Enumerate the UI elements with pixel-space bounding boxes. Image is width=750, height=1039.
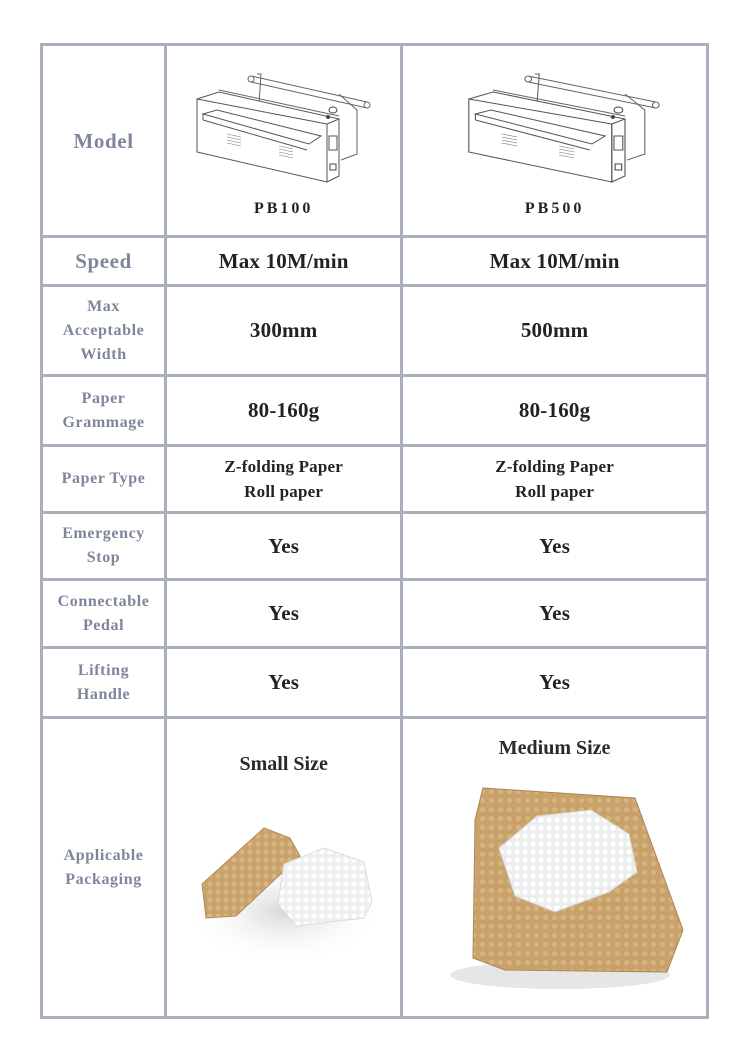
label-packaging-line1: Applicable bbox=[63, 846, 144, 864]
row-pedal bbox=[42, 580, 708, 648]
value-handle-b: Yes bbox=[539, 670, 571, 694]
value-emergency-a: Yes bbox=[268, 533, 300, 558]
row-label bbox=[42, 45, 166, 237]
value-speed-a: Max 10M/min bbox=[218, 248, 349, 273]
packaging-cell-a bbox=[166, 718, 402, 1018]
packaging-title-b: Medium Size bbox=[498, 737, 611, 759]
machine-drawing-icon bbox=[189, 64, 379, 194]
model-cell-a bbox=[166, 45, 402, 237]
value-paper-type-b-line2: Roll paper bbox=[515, 482, 595, 501]
label-emergency-line2: Stop bbox=[86, 549, 121, 566]
model-name-a: PB100 bbox=[253, 199, 314, 217]
model-name-b: PB500 bbox=[524, 199, 585, 217]
label-model: Model bbox=[73, 128, 134, 153]
packaging-cell-b bbox=[402, 718, 708, 1018]
label-width-line1: Max bbox=[87, 297, 120, 315]
label-width-line3: Width bbox=[80, 345, 127, 363]
value-grammage-b: 80-160g bbox=[518, 398, 591, 422]
label-packaging-line2: Packaging bbox=[65, 870, 142, 888]
medium-packaging-image-icon bbox=[425, 760, 685, 1000]
row-emergency-stop bbox=[42, 513, 708, 580]
label-grammage-line2: Grammage bbox=[62, 413, 145, 431]
value-emergency-b: Yes bbox=[539, 533, 571, 558]
row-width bbox=[42, 286, 708, 376]
machine-drawing-icon bbox=[440, 64, 670, 194]
row-speed bbox=[42, 237, 708, 286]
value-width-a: 300mm bbox=[249, 318, 318, 342]
row-handle bbox=[42, 648, 708, 718]
row-model bbox=[42, 45, 708, 237]
label-emergency-line1: Emergency bbox=[62, 525, 145, 542]
row-grammage bbox=[42, 376, 708, 446]
value-handle-a: Yes bbox=[268, 670, 300, 694]
label-pedal-line2: Pedal bbox=[82, 616, 125, 634]
small-packaging-image-icon bbox=[174, 776, 394, 976]
row-paper-type bbox=[42, 446, 708, 513]
spec-comparison-table bbox=[40, 43, 709, 1019]
value-width-b: 500mm bbox=[520, 318, 589, 342]
model-cell-b bbox=[402, 45, 708, 237]
label-grammage-line1: Paper bbox=[81, 389, 126, 407]
label-handle-line2: Handle bbox=[76, 685, 131, 703]
label-speed: Speed bbox=[75, 249, 132, 273]
value-paper-type-a-line2: Roll paper bbox=[244, 482, 324, 501]
value-grammage-a: 80-160g bbox=[247, 398, 320, 422]
label-width-line2: Acceptable bbox=[62, 321, 145, 339]
row-packaging bbox=[42, 718, 708, 1018]
label-paper-type: Paper Type bbox=[61, 470, 146, 487]
value-speed-b: Max 10M/min bbox=[489, 248, 620, 273]
label-handle-line1: Lifting bbox=[77, 661, 130, 679]
packaging-title-a: Small Size bbox=[239, 753, 328, 775]
label-pedal-line1: Connectable bbox=[57, 592, 150, 610]
value-pedal-b: Yes bbox=[539, 601, 571, 625]
value-paper-type-b-line1: Z-folding Paper bbox=[495, 457, 614, 476]
value-paper-type-a-line1: Z-folding Paper bbox=[224, 457, 344, 476]
value-pedal-a: Yes bbox=[268, 601, 300, 625]
